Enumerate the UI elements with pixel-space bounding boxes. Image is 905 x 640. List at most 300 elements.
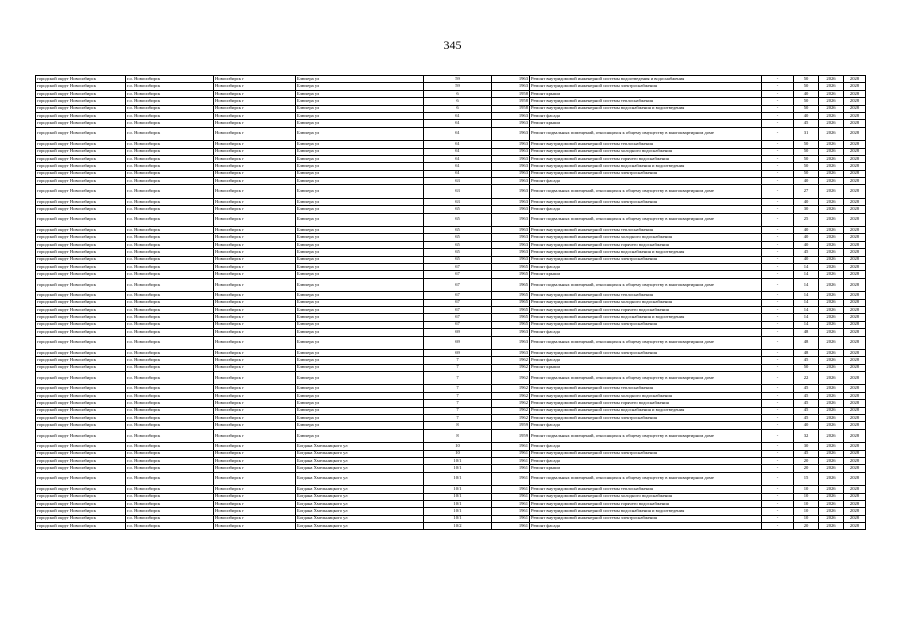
street-cell: Блюхера ул — [296, 372, 424, 385]
end-year-cell: 2028 — [844, 314, 866, 321]
house-number-cell: 61 — [424, 120, 492, 127]
start-year-cell: 2026 — [819, 486, 844, 493]
table-row — [36, 422, 866, 429]
municipality-cell: городской округ Новосибирск — [36, 98, 126, 105]
municipality-cell: городской округ Новосибирск — [36, 163, 126, 170]
table-row — [36, 429, 866, 442]
municipality-cell: городской округ Новосибирск — [36, 263, 126, 270]
street-cell: Блюхера ул — [296, 227, 424, 234]
street-cell: Богдана Хмельницкого ул — [296, 443, 424, 450]
lifetime-cell: 45 — [794, 415, 819, 422]
house-number-cell: 10/2 — [424, 523, 492, 530]
settlement-cell: Новосибирск г — [214, 213, 296, 226]
end-year-cell: 2028 — [844, 170, 866, 177]
end-year-cell: 2028 — [844, 508, 866, 515]
build-year-cell: 1961 — [492, 523, 530, 530]
lifetime-cell: 15 — [794, 472, 819, 485]
municipal-district-cell: г.о. Новосибирск — [126, 227, 214, 234]
lifetime-cell: 40 — [794, 90, 819, 97]
settlement-cell: Новосибирск г — [214, 400, 296, 407]
settlement-cell: Новосибирск г — [214, 83, 296, 90]
municipality-cell: городской округ Новосибирск — [36, 178, 126, 185]
work-type-cell: Ремонт внутридомовой инженерной системы водоснабжения и водоотведения — [530, 407, 762, 414]
build-year-cell: 1961 — [492, 500, 530, 507]
extra-cell: - — [762, 392, 794, 399]
municipality-cell: городской округ Новосибирск — [36, 336, 126, 349]
house-number-cell: 8 — [424, 422, 492, 429]
house-number-cell: 8 — [424, 429, 492, 442]
lifetime-cell: 31 — [794, 127, 819, 140]
settlement-cell: Новосибирск г — [214, 306, 296, 313]
settlement-cell: Новосибирск г — [214, 429, 296, 442]
build-year-cell: 1962 — [492, 364, 530, 371]
settlement-cell: Новосибирск г — [214, 127, 296, 140]
build-year-cell: 1963 — [492, 185, 530, 198]
street-cell: Богдана Хмельницкого ул — [296, 500, 424, 507]
table-row — [36, 206, 866, 213]
lifetime-cell: 48 — [794, 349, 819, 356]
end-year-cell: 2028 — [844, 292, 866, 299]
table-row — [36, 508, 866, 515]
lifetime-cell: 50 — [794, 141, 819, 148]
start-year-cell: 2026 — [819, 372, 844, 385]
start-year-cell: 2026 — [819, 500, 844, 507]
table-row — [36, 364, 866, 371]
build-year-cell: 1962 — [492, 400, 530, 407]
repair-schedule-table — [35, 75, 866, 530]
municipality-cell: городской округ Новосибирск — [36, 90, 126, 97]
extra-cell: - — [762, 329, 794, 336]
build-year-cell: 1961 — [492, 508, 530, 515]
start-year-cell: 2026 — [819, 120, 844, 127]
settlement-cell: Новосибирск г — [214, 163, 296, 170]
settlement-cell: Новосибирск г — [214, 90, 296, 97]
build-year-cell: 1962 — [492, 357, 530, 364]
work-type-cell: Ремонт внутридомовой инженерной системы электроснабжения — [530, 515, 762, 522]
street-cell: Блюхера ул — [296, 422, 424, 429]
municipal-district-cell: г.о. Новосибирск — [126, 508, 214, 515]
build-year-cell: 1963 — [492, 329, 530, 336]
extra-cell: - — [762, 364, 794, 371]
settlement-cell: Новосибирск г — [214, 465, 296, 472]
start-year-cell: 2026 — [819, 429, 844, 442]
start-year-cell: 2026 — [819, 198, 844, 205]
municipality-cell: городской округ Новосибирск — [36, 422, 126, 429]
municipal-district-cell: г.о. Новосибирск — [126, 364, 214, 371]
municipality-cell: городской округ Новосибирск — [36, 198, 126, 205]
build-year-cell: 1961 — [492, 515, 530, 522]
build-year-cell: 1963 — [492, 213, 530, 226]
build-year-cell: 1961 — [492, 457, 530, 464]
page-number: 345 — [443, 38, 462, 52]
work-type-cell: Ремонт фасада — [530, 443, 762, 450]
end-year-cell: 2028 — [844, 443, 866, 450]
table-row — [36, 493, 866, 500]
start-year-cell: 2026 — [819, 241, 844, 248]
street-cell: Богдана Хмельницкого ул — [296, 508, 424, 515]
house-number-cell: 6 — [424, 90, 492, 97]
street-cell: Богдана Хмельницкого ул — [296, 465, 424, 472]
work-type-cell: Ремонт фасада — [530, 523, 762, 530]
street-cell: Богдана Хмельницкого ул — [296, 486, 424, 493]
end-year-cell: 2028 — [844, 120, 866, 127]
municipal-district-cell: г.о. Новосибирск — [126, 271, 214, 278]
end-year-cell: 2028 — [844, 493, 866, 500]
settlement-cell: Новосибирск г — [214, 472, 296, 485]
end-year-cell: 2028 — [844, 278, 866, 291]
end-year-cell: 2028 — [844, 429, 866, 442]
house-number-cell: 65 — [424, 206, 492, 213]
street-cell: Блюхера ул — [296, 271, 424, 278]
municipal-district-cell: г.о. Новосибирск — [126, 457, 214, 464]
work-type-cell: Ремонт фасада — [530, 178, 762, 185]
table-row — [36, 500, 866, 507]
extra-cell: - — [762, 457, 794, 464]
table-row — [36, 486, 866, 493]
house-number-cell: 7 — [424, 407, 492, 414]
work-type-cell: Ремонт подвальных помещений, относящихся к общему имуществу в многоквартирном доме — [530, 372, 762, 385]
table-row — [36, 457, 866, 464]
work-type-cell: Ремонт внутридомовой инженерной системы теплоснабжения — [530, 227, 762, 234]
municipality-cell: городской округ Новосибирск — [36, 141, 126, 148]
extra-cell: - — [762, 127, 794, 140]
table-row — [36, 170, 866, 177]
end-year-cell: 2028 — [844, 141, 866, 148]
settlement-cell: Новосибирск г — [214, 392, 296, 399]
lifetime-cell: 45 — [794, 249, 819, 256]
municipal-district-cell: г.о. Новосибирск — [126, 299, 214, 306]
start-year-cell: 2026 — [819, 185, 844, 198]
extra-cell: - — [762, 120, 794, 127]
end-year-cell: 2028 — [844, 486, 866, 493]
work-type-cell: Ремонт подвальных помещений, относящихся к общему имуществу в многоквартирном доме — [530, 429, 762, 442]
lifetime-cell: 45 — [794, 385, 819, 392]
municipality-cell: городской округ Новосибирск — [36, 457, 126, 464]
lifetime-cell: 45 — [794, 357, 819, 364]
build-year-cell: 1961 — [492, 486, 530, 493]
settlement-cell: Новосибирск г — [214, 493, 296, 500]
settlement-cell: Новосибирск г — [214, 357, 296, 364]
extra-cell: - — [762, 213, 794, 226]
work-type-cell: Ремонт подвальных помещений, относящихся к общему имуществу в многоквартирном доме — [530, 213, 762, 226]
work-type-cell: Ремонт внутридомовой инженерной системы холодного водоснабжения — [530, 148, 762, 155]
municipal-district-cell: г.о. Новосибирск — [126, 429, 214, 442]
municipal-district-cell: г.о. Новосибирск — [126, 127, 214, 140]
house-number-cell: 6 — [424, 98, 492, 105]
build-year-cell: 1965 — [492, 306, 530, 313]
work-type-cell: Ремонт фасада — [530, 329, 762, 336]
lifetime-cell: 40 — [794, 234, 819, 241]
settlement-cell: Новосибирск г — [214, 120, 296, 127]
house-number-cell: 7 — [424, 372, 492, 385]
end-year-cell: 2028 — [844, 213, 866, 226]
end-year-cell: 2028 — [844, 515, 866, 522]
start-year-cell: 2026 — [819, 392, 844, 399]
build-year-cell: 1961 — [492, 450, 530, 457]
lifetime-cell: 40 — [794, 241, 819, 248]
municipality-cell: городской округ Новосибирск — [36, 256, 126, 263]
lifetime-cell: 40 — [794, 112, 819, 119]
build-year-cell: 1962 — [492, 407, 530, 414]
start-year-cell: 2026 — [819, 256, 844, 263]
table-row — [36, 90, 866, 97]
extra-cell: - — [762, 429, 794, 442]
build-year-cell: 1963 — [492, 241, 530, 248]
municipal-district-cell: г.о. Новосибирск — [126, 357, 214, 364]
start-year-cell: 2026 — [819, 457, 844, 464]
municipality-cell: городской округ Новосибирск — [36, 227, 126, 234]
work-type-cell: Ремонт фасада — [530, 112, 762, 119]
municipal-district-cell: г.о. Новосибирск — [126, 493, 214, 500]
extra-cell: - — [762, 349, 794, 356]
extra-cell: - — [762, 198, 794, 205]
municipal-district-cell: г.о. Новосибирск — [126, 234, 214, 241]
municipal-district-cell: г.о. Новосибирск — [126, 321, 214, 328]
house-number-cell: 7 — [424, 357, 492, 364]
table-row — [36, 234, 866, 241]
house-number-cell: 7 — [424, 400, 492, 407]
street-cell: Блюхера ул — [296, 90, 424, 97]
lifetime-cell: 48 — [794, 336, 819, 349]
work-type-cell: Ремонт внутридомовой инженерной системы водоснабжения и водоотведения — [530, 508, 762, 515]
start-year-cell: 2026 — [819, 213, 844, 226]
house-number-cell: 61 — [424, 127, 492, 140]
house-number-cell: 10/1 — [424, 493, 492, 500]
end-year-cell: 2028 — [844, 321, 866, 328]
street-cell: Блюхера ул — [296, 321, 424, 328]
build-year-cell: 1962 — [492, 415, 530, 422]
settlement-cell: Новосибирск г — [214, 523, 296, 530]
municipality-cell: городской округ Новосибирск — [36, 314, 126, 321]
street-cell: Блюхера ул — [296, 141, 424, 148]
table-row — [36, 263, 866, 270]
settlement-cell: Новосибирск г — [214, 385, 296, 392]
municipal-district-cell: г.о. Новосибирск — [126, 90, 214, 97]
municipal-district-cell: г.о. Новосибирск — [126, 120, 214, 127]
settlement-cell: Новосибирск г — [214, 271, 296, 278]
house-number-cell: 10/1 — [424, 500, 492, 507]
table-row — [36, 299, 866, 306]
start-year-cell: 2026 — [819, 105, 844, 112]
extra-cell: - — [762, 299, 794, 306]
municipal-district-cell: г.о. Новосибирск — [126, 372, 214, 385]
municipality-cell: городской округ Новосибирск — [36, 472, 126, 485]
street-cell: Блюхера ул — [296, 155, 424, 162]
street-cell: Блюхера ул — [296, 170, 424, 177]
street-cell: Блюхера ул — [296, 112, 424, 119]
extra-cell: - — [762, 241, 794, 248]
lifetime-cell: 50 — [794, 155, 819, 162]
municipal-district-cell: г.о. Новосибирск — [126, 278, 214, 291]
municipality-cell: городской округ Новосибирск — [36, 278, 126, 291]
street-cell: Богдана Хмельницкого ул — [296, 493, 424, 500]
municipal-district-cell: г.о. Новосибирск — [126, 523, 214, 530]
lifetime-cell: 45 — [794, 392, 819, 399]
build-year-cell: 1962 — [492, 372, 530, 385]
house-number-cell: 10 — [424, 443, 492, 450]
municipal-district-cell: г.о. Новосибирск — [126, 306, 214, 313]
lifetime-cell: 45 — [794, 407, 819, 414]
build-year-cell: 1963 — [492, 163, 530, 170]
lifetime-cell: 14 — [794, 263, 819, 270]
municipality-cell: городской округ Новосибирск — [36, 385, 126, 392]
municipality-cell: городской округ Новосибирск — [36, 76, 126, 83]
settlement-cell: Новосибирск г — [214, 198, 296, 205]
extra-cell: - — [762, 472, 794, 485]
lifetime-cell: 40 — [794, 256, 819, 263]
extra-cell: - — [762, 321, 794, 328]
work-type-cell: Ремонт внутридомовой инженерной системы электроснабжения — [530, 349, 762, 356]
extra-cell: - — [762, 234, 794, 241]
end-year-cell: 2028 — [844, 198, 866, 205]
street-cell: Блюхера ул — [296, 357, 424, 364]
settlement-cell: Новосибирск г — [214, 364, 296, 371]
start-year-cell: 2026 — [819, 329, 844, 336]
start-year-cell: 2026 — [819, 415, 844, 422]
settlement-cell: Новосибирск г — [214, 112, 296, 119]
work-type-cell: Ремонт внутридомовой инженерной системы водоснабжения и водоотведения — [530, 163, 762, 170]
table-row — [36, 292, 866, 299]
house-number-cell: 67 — [424, 271, 492, 278]
end-year-cell: 2028 — [844, 400, 866, 407]
table-row — [36, 178, 866, 185]
municipal-district-cell: г.о. Новосибирск — [126, 155, 214, 162]
build-year-cell: 1965 — [492, 299, 530, 306]
settlement-cell: Новосибирск г — [214, 105, 296, 112]
street-cell: Богдана Хмельницкого ул — [296, 515, 424, 522]
municipal-district-cell: г.о. Новосибирск — [126, 415, 214, 422]
table-row — [36, 278, 866, 291]
municipal-district-cell: г.о. Новосибирск — [126, 515, 214, 522]
build-year-cell: 1961 — [492, 493, 530, 500]
work-type-cell: Ремонт внутридомовой инженерной системы электроснабжения — [530, 321, 762, 328]
municipality-cell: городской округ Новосибирск — [36, 170, 126, 177]
house-number-cell: 7 — [424, 415, 492, 422]
table-row — [36, 407, 866, 414]
start-year-cell: 2026 — [819, 357, 844, 364]
lifetime-cell: 22 — [794, 372, 819, 385]
municipal-district-cell: г.о. Новосибирск — [126, 241, 214, 248]
build-year-cell: 1965 — [492, 321, 530, 328]
build-year-cell: 1963 — [492, 234, 530, 241]
settlement-cell: Новосибирск г — [214, 486, 296, 493]
end-year-cell: 2028 — [844, 256, 866, 263]
extra-cell: - — [762, 185, 794, 198]
work-type-cell: Ремонт внутридомовой инженерной системы электроснабжения — [530, 256, 762, 263]
lifetime-cell: 20 — [794, 457, 819, 464]
work-type-cell: Ремонт внутридомовой инженерной системы электроснабжения — [530, 450, 762, 457]
build-year-cell: 1961 — [492, 465, 530, 472]
settlement-cell: Новосибирск г — [214, 278, 296, 291]
street-cell: Блюхера ул — [296, 178, 424, 185]
start-year-cell: 2026 — [819, 148, 844, 155]
end-year-cell: 2028 — [844, 90, 866, 97]
house-number-cell: 65 — [424, 249, 492, 256]
build-year-cell: 1959 — [492, 429, 530, 442]
house-number-cell: 67 — [424, 299, 492, 306]
house-number-cell: 69 — [424, 349, 492, 356]
table-row — [36, 163, 866, 170]
municipality-cell: городской округ Новосибирск — [36, 292, 126, 299]
settlement-cell: Новосибирск г — [214, 206, 296, 213]
end-year-cell: 2028 — [844, 422, 866, 429]
start-year-cell: 2026 — [819, 385, 844, 392]
table-row — [36, 105, 866, 112]
end-year-cell: 2028 — [844, 241, 866, 248]
municipal-district-cell: г.о. Новосибирск — [126, 314, 214, 321]
end-year-cell: 2028 — [844, 234, 866, 241]
table-row — [36, 336, 866, 349]
municipal-district-cell: г.о. Новосибирск — [126, 76, 214, 83]
settlement-cell: Новосибирск г — [214, 170, 296, 177]
house-number-cell: 61 — [424, 148, 492, 155]
municipality-cell: городской округ Новосибирск — [36, 450, 126, 457]
lifetime-cell: 10 — [794, 500, 819, 507]
settlement-cell: Новосибирск г — [214, 292, 296, 299]
settlement-cell: Новосибирск г — [214, 185, 296, 198]
start-year-cell: 2026 — [819, 336, 844, 349]
start-year-cell: 2026 — [819, 249, 844, 256]
work-type-cell: Ремонт внутридомовой инженерной системы водоснабжения и водоотведения — [530, 314, 762, 321]
lifetime-cell: 10 — [794, 515, 819, 522]
street-cell: Блюхера ул — [296, 234, 424, 241]
extra-cell: - — [762, 163, 794, 170]
work-type-cell: Ремонт внутридомовой инженерной системы водоснабжения и водоотведения — [530, 249, 762, 256]
end-year-cell: 2028 — [844, 372, 866, 385]
street-cell: Блюхера ул — [296, 198, 424, 205]
start-year-cell: 2026 — [819, 306, 844, 313]
municipality-cell: городской округ Новосибирск — [36, 400, 126, 407]
build-year-cell: 1963 — [492, 198, 530, 205]
work-type-cell: Ремонт внутридомовой инженерной системы горячего водоснабжения — [530, 306, 762, 313]
start-year-cell: 2026 — [819, 515, 844, 522]
extra-cell: - — [762, 278, 794, 291]
build-year-cell: 1963 — [492, 83, 530, 90]
work-type-cell: Ремонт внутридомовой инженерной системы горячего водоснабжения — [530, 500, 762, 507]
build-year-cell: 1963 — [492, 178, 530, 185]
end-year-cell: 2028 — [844, 457, 866, 464]
settlement-cell: Новосибирск г — [214, 76, 296, 83]
extra-cell: - — [762, 465, 794, 472]
build-year-cell: 1963 — [492, 155, 530, 162]
lifetime-cell: 10 — [794, 493, 819, 500]
work-type-cell: Ремонт подвальных помещений, относящихся к общему имуществу в многоквартирном доме — [530, 127, 762, 140]
settlement-cell: Новосибирск г — [214, 372, 296, 385]
extra-cell: - — [762, 372, 794, 385]
build-year-cell: 1961 — [492, 472, 530, 485]
municipality-cell: городской округ Новосибирск — [36, 349, 126, 356]
table-row — [36, 443, 866, 450]
start-year-cell: 2026 — [819, 508, 844, 515]
municipal-district-cell: г.о. Новосибирск — [126, 329, 214, 336]
table-row — [36, 314, 866, 321]
extra-cell: - — [762, 336, 794, 349]
settlement-cell: Новосибирск г — [214, 155, 296, 162]
start-year-cell: 2026 — [819, 206, 844, 213]
end-year-cell: 2028 — [844, 127, 866, 140]
settlement-cell: Новосибирск г — [214, 450, 296, 457]
lifetime-cell: 50 — [794, 170, 819, 177]
start-year-cell: 2026 — [819, 493, 844, 500]
end-year-cell: 2028 — [844, 392, 866, 399]
municipality-cell: городской округ Новосибирск — [36, 185, 126, 198]
table-row — [36, 385, 866, 392]
house-number-cell: 67 — [424, 306, 492, 313]
house-number-cell: 65 — [424, 213, 492, 226]
municipality-cell: городской округ Новосибирск — [36, 429, 126, 442]
lifetime-cell: 20 — [794, 465, 819, 472]
end-year-cell: 2028 — [844, 206, 866, 213]
